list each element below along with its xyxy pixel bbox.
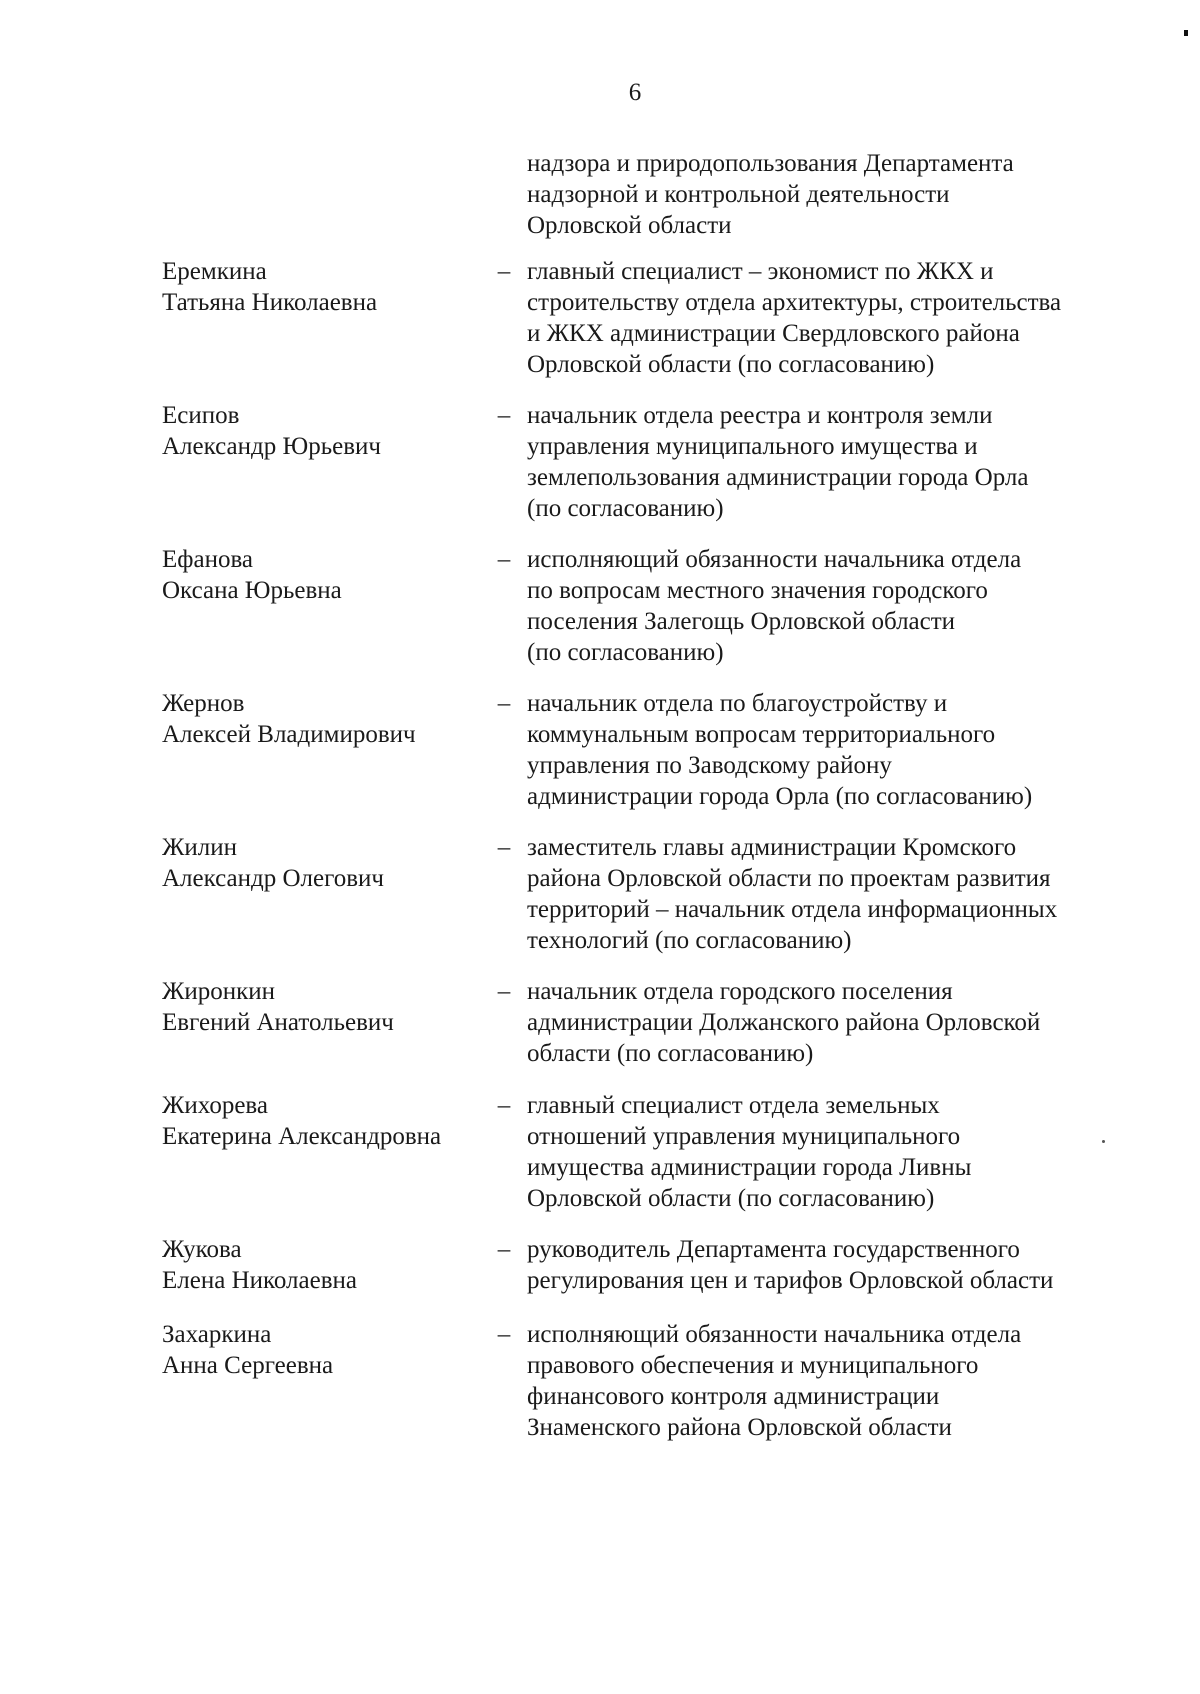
position-line: руководитель Департамента государственного	[527, 1236, 1020, 1263]
scan-mark	[1184, 30, 1188, 36]
position-line: финансового контроля администрации	[527, 1383, 940, 1410]
position-line: имущества администрации города Ливны	[527, 1154, 972, 1181]
separator-dash: –	[497, 834, 511, 861]
member-surname: Жилин	[162, 834, 238, 861]
position-line: и ЖКХ администрации Свердловского района	[527, 320, 1020, 347]
position-line: исполняющий обязанности начальника отдела	[527, 1321, 1022, 1348]
member-position	[527, 688, 1127, 812]
member-name	[162, 976, 482, 1038]
position-line: коммунальным вопросам территориального	[527, 721, 996, 748]
separator-dash: –	[497, 402, 511, 429]
position-line: землепользования администрации города Орла	[527, 464, 1029, 491]
member-position	[527, 1319, 1127, 1443]
position-line: начальник отдела городского поселения	[527, 978, 953, 1005]
member-given-name: Оксана Юрьевна	[162, 577, 342, 604]
member-name	[162, 1090, 482, 1152]
separator-dash: –	[497, 258, 511, 285]
position-line: правового обеспечения и муниципального	[527, 1352, 979, 1379]
separator-dash: –	[497, 1236, 511, 1263]
position-line: Знаменского района Орловской области	[527, 1414, 952, 1441]
description-line: надзора и природопользования Департамента	[527, 150, 1014, 177]
member-surname: Ефанова	[162, 546, 254, 573]
member-surname: Жукова	[162, 1236, 242, 1263]
position-line: отношений управления муниципального	[527, 1123, 961, 1150]
member-position	[527, 832, 1127, 956]
position-line: начальник отдела по благоустройству и	[527, 690, 948, 717]
member-position	[527, 976, 1127, 1069]
position-line: регулирования цен и тарифов Орловской области	[527, 1267, 1054, 1294]
position-line: строительству отдела архитектуры, строительства	[527, 289, 1062, 316]
position-line: технологий (по согласованию)	[527, 927, 852, 954]
member-name	[162, 256, 482, 318]
position-line: по вопросам местного значения городского	[527, 577, 988, 604]
separator-dash: –	[497, 1321, 511, 1348]
member-given-name: Анна Сергеевна	[162, 1352, 334, 1379]
member-name	[162, 544, 482, 606]
description-line: надзорной и контрольной деятельности	[527, 181, 950, 208]
separator-dash: –	[497, 978, 511, 1005]
position-line: района Орловской области по проектам развития	[527, 865, 1051, 892]
member-surname: Захаркина	[162, 1321, 272, 1348]
member-position	[527, 1090, 1127, 1214]
member-position	[527, 256, 1127, 380]
separator-dash: –	[497, 690, 511, 717]
position-line: (по согласованию)	[527, 495, 724, 522]
member-given-name: Елена Николаевна	[162, 1267, 357, 1294]
member-surname: Жиронкин	[162, 978, 276, 1005]
position-line: области (по согласованию)	[527, 1040, 814, 1067]
member-given-name: Екатерина Александровна	[162, 1123, 442, 1150]
member-name	[162, 400, 482, 462]
position-line: управления по Заводскому району	[527, 752, 892, 779]
member-position	[527, 544, 1127, 668]
position-line: главный специалист отдела земельных	[527, 1092, 940, 1119]
separator-dash: –	[497, 1092, 511, 1119]
position-line: администрации города Орла (по согласованию)	[527, 783, 1033, 810]
member-name	[162, 832, 482, 894]
member-surname: Еремкина	[162, 258, 267, 285]
position-line: главный специалист – экономист по ЖКХ и	[527, 258, 994, 285]
position-line: Орловской области (по согласованию)	[527, 351, 935, 378]
member-name	[162, 1319, 482, 1381]
member-given-name: Евгений Анатольевич	[162, 1009, 394, 1036]
member-surname: Жернов	[162, 690, 245, 717]
member-given-name: Александр Юрьевич	[162, 433, 381, 460]
position-line: управления муниципального имущества и	[527, 433, 978, 460]
position-line: заместитель главы администрации Кромского	[527, 834, 1017, 861]
position-line: (по согласованию)	[527, 639, 724, 666]
position-line: начальник отдела реестра и контроля земли	[527, 402, 993, 429]
member-name	[162, 1234, 482, 1296]
member-surname: Есипов	[162, 402, 240, 429]
member-surname: Жихорева	[162, 1092, 268, 1119]
member-name	[162, 688, 482, 750]
page-number: 6	[628, 79, 642, 106]
position-line: Орловской области (по согласованию)	[527, 1185, 935, 1212]
member-given-name: Татьяна Николаевна	[162, 289, 378, 316]
description-line: Орловской области	[527, 212, 732, 239]
member-given-name: Александр Олегович	[162, 865, 385, 892]
position-line: поселения Залегощь Орловской области	[527, 608, 956, 635]
member-position	[527, 1234, 1127, 1296]
separator-dash: –	[497, 546, 511, 573]
position-line: исполняющий обязанности начальника отдела	[527, 546, 1022, 573]
member-position	[527, 400, 1127, 524]
position-line: администрации Должанского района Орловской	[527, 1009, 1041, 1036]
position-line: территорий – начальник отдела информационных	[527, 896, 1058, 923]
member-given-name: Алексей Владимирович	[162, 721, 416, 748]
continued-description	[527, 148, 1107, 241]
